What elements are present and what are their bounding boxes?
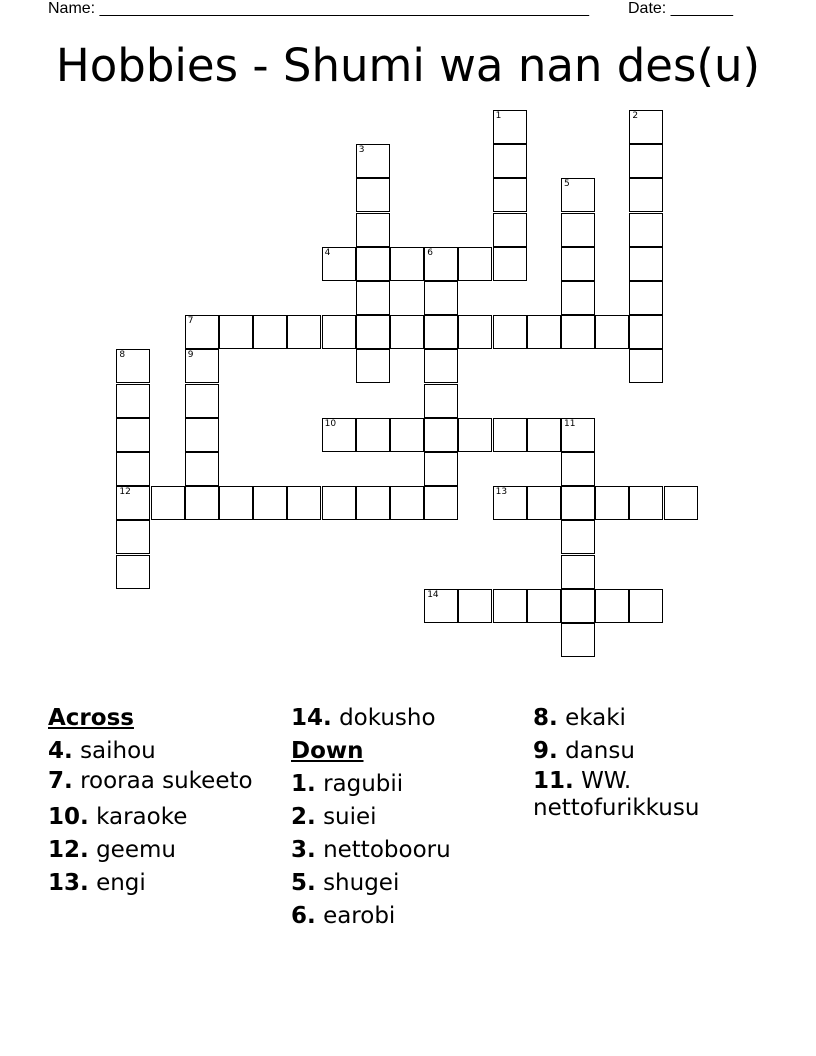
down-heading: Down [291,738,364,764]
grid-cell[interactable] [458,589,492,623]
grid-cell[interactable] [493,486,527,520]
grid-cell[interactable] [629,178,663,212]
grid-cell[interactable] [561,213,595,247]
grid-cell[interactable] [595,589,629,623]
grid-cell[interactable] [116,486,150,520]
grid-cell[interactable] [664,486,698,520]
grid-cell[interactable] [561,178,595,212]
grid-cell[interactable] [287,315,321,349]
grid-cell[interactable] [527,486,561,520]
grid-cell[interactable] [561,520,595,554]
grid-cell[interactable] [424,418,458,452]
grid-cell[interactable] [527,418,561,452]
grid-cell[interactable] [458,247,492,281]
grid-cell[interactable] [424,281,458,315]
grid-cell[interactable] [185,315,219,349]
grid-cell[interactable] [629,589,663,623]
page-title: Hobbies - Shumi wa nan des(u) [55,39,761,92]
grid-cell[interactable] [561,452,595,486]
grid-cell[interactable] [356,418,390,452]
grid-cell[interactable] [629,281,663,315]
clue-down-1: 1. ragubii [291,771,404,797]
grid-cell[interactable] [356,486,390,520]
grid-cell[interactable] [561,555,595,589]
grid-cell[interactable] [561,589,595,623]
grid-cell[interactable] [629,315,663,349]
clue-down-9: 9. dansu [533,738,635,764]
grid-cell[interactable] [561,247,595,281]
grid-cell[interactable] [185,452,219,486]
clue-across-4: 4. saihou [48,738,156,764]
grid-cell[interactable] [390,247,424,281]
grid-cell[interactable] [253,315,287,349]
cell-number: 11 [564,418,576,429]
name-field[interactable]: Name: _______________________________________________________ [48,0,589,17]
grid-cell[interactable] [322,418,356,452]
grid-cell[interactable] [493,213,527,247]
clue-across-14: 14. dokusho [291,705,436,731]
grid-cell[interactable] [219,315,253,349]
grid-cell[interactable] [322,486,356,520]
grid-cell[interactable] [595,486,629,520]
cell-number: 6 [427,247,433,258]
cell-number: 2 [632,111,639,121]
grid-cell[interactable] [390,315,424,349]
grid-cell[interactable] [493,144,527,178]
grid-cell[interactable] [629,247,663,281]
cell-number: 14 [427,589,439,600]
grid-cell[interactable] [356,315,390,349]
clue-down-8: 8. ekaki [533,705,626,731]
clues-column-2 [291,702,521,933]
clue-down-2: 2. suiei [291,804,377,830]
grid-cell[interactable] [629,486,663,520]
clue-down-5: 5. shugei [291,870,400,896]
grid-cell[interactable] [629,349,663,383]
grid-cell[interactable] [424,349,458,383]
grid-cell[interactable] [116,418,150,452]
date-field[interactable]: Date: _______ [628,0,733,17]
clue-down-6: 6. earobi [291,903,396,929]
grid-cell[interactable] [116,452,150,486]
grid-cell[interactable] [116,349,150,383]
grid-cell[interactable] [356,144,390,178]
clue-down-11: 11. WW. nettofurikkusu [533,768,700,821]
grid-cell[interactable] [116,520,150,554]
grid-cell[interactable] [493,589,527,623]
grid-cell[interactable] [185,418,219,452]
grid-cell[interactable] [527,589,561,623]
cell-number: 10 [324,418,337,429]
grid-cell[interactable] [390,418,424,452]
grid-cell[interactable] [629,110,663,144]
grid-cell[interactable] [287,486,321,520]
grid-cell[interactable] [185,486,219,520]
grid-cell[interactable] [493,418,527,452]
grid-cell[interactable] [356,349,390,383]
grid-cell[interactable] [424,486,458,520]
grid-cell[interactable] [356,213,390,247]
grid-cell[interactable] [322,247,356,281]
cell-number: 4 [324,247,331,258]
grid-cell[interactable] [424,315,458,349]
cell-number: 5 [564,179,570,190]
grid-cell[interactable] [253,486,287,520]
grid-cell[interactable] [561,281,595,315]
clue-down-3: 3. nettobooru [291,837,451,863]
grid-cell[interactable] [561,486,595,520]
grid-cell[interactable] [116,555,150,589]
grid-cell[interactable] [527,315,561,349]
grid-cell[interactable] [561,315,595,349]
across-heading: Across [48,705,134,731]
grid-cell[interactable] [493,178,527,212]
grid-cell[interactable] [356,178,390,212]
cell-number: 13 [495,487,508,498]
grid-cell[interactable] [561,623,595,657]
cell-number: 12 [119,487,131,498]
grid-cell[interactable] [116,384,150,418]
cell-number: 7 [187,316,194,327]
grid-cell[interactable] [219,486,253,520]
grid-cell[interactable] [561,418,595,452]
grid-cell[interactable] [356,247,390,281]
grid-cell[interactable] [493,247,527,281]
grid-cell[interactable] [185,384,219,418]
clue-across-12: 12. geemu [48,837,176,863]
grid-cell[interactable] [151,486,185,520]
cell-number: 8 [119,350,126,361]
clue-across-10: 10. karaoke [48,804,188,830]
grid-cell[interactable] [185,349,219,383]
grid-cell[interactable] [493,315,527,349]
grid-cell[interactable] [356,281,390,315]
grid-cell[interactable] [424,247,458,281]
clues-column-3 [533,702,773,828]
grid-cell[interactable] [458,418,492,452]
grid-cell[interactable] [629,144,663,178]
clues-column-1 [48,702,273,900]
clue-across-7: 7. rooraa sukeeto [48,768,253,794]
grid-cell[interactable] [424,589,458,623]
grid-cell[interactable] [322,315,356,349]
grid-cell[interactable] [390,486,424,520]
cell-number: 3 [358,145,365,156]
grid-cell[interactable] [595,315,629,349]
grid-cell[interactable] [424,452,458,486]
grid-cell[interactable] [424,384,458,418]
cell-number: 1 [495,111,502,121]
grid-cell[interactable] [493,110,527,144]
grid-cell[interactable] [629,213,663,247]
cell-number: 9 [187,350,194,361]
clue-across-13: 13. engi [48,870,146,896]
grid-cell[interactable] [458,315,492,349]
